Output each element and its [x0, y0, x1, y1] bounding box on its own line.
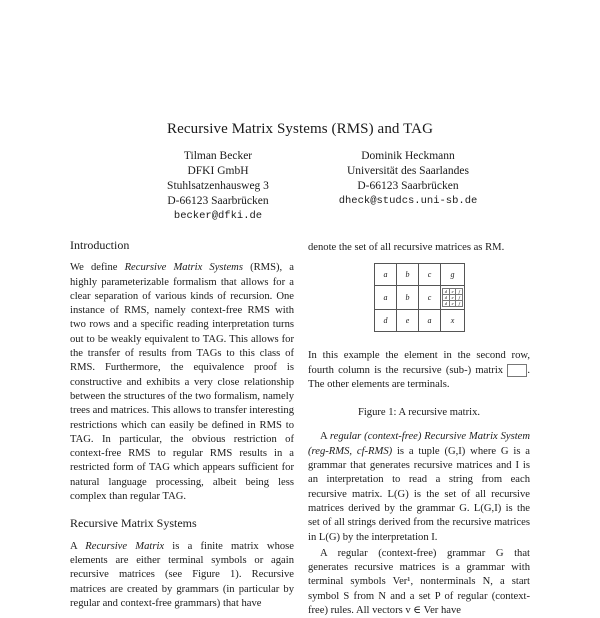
- text-run: . The other elements are terminals.: [308, 364, 530, 390]
- definition-paragraph: [308, 430, 530, 544]
- text-run: A: [70, 540, 86, 552]
- matrix-cell: a: [375, 286, 397, 310]
- sub-cell: f: [456, 289, 463, 295]
- paper-title: Recursive Matrix Systems (RMS) and TAG: [166, 121, 434, 137]
- author-street: D-66123 Saarbrücken: [357, 180, 459, 192]
- figure-1: [308, 263, 530, 349]
- recursive-matrix: [374, 263, 465, 332]
- inline-submatrix-icon: [507, 364, 527, 377]
- author-affiliation: DFKI GmbH: [187, 165, 249, 177]
- sub-cell: e: [449, 295, 456, 301]
- matrix-cell: d: [375, 310, 397, 332]
- matrix-cell: b: [397, 264, 419, 286]
- matrix-cell: e: [397, 310, 419, 332]
- sub-cell: e: [449, 289, 456, 295]
- author-name: Tilman Becker: [183, 150, 253, 162]
- sub-cell: d: [443, 295, 450, 301]
- right-column: [308, 241, 530, 618]
- sub-cell: e: [449, 301, 456, 307]
- matrix-cell: g: [441, 264, 465, 286]
- figure-caption: Figure 1: A recursive matrix.: [357, 407, 481, 419]
- example-paragraph: [308, 349, 530, 392]
- matrix-cell: c: [419, 264, 441, 286]
- matrix-cell: b: [397, 286, 419, 310]
- text-run: is a tuple (G,I) where G is a grammar that generates recursive matrices and I is an interpretation to read a string from each recursive matrix. L(G) is the set of all recursive matrices derived by the grammar G. L(G,I) is the set of all strings derived from the recursive matrices in L(G) by the interpretation I.: [308, 445, 530, 543]
- intro-paragraph: [70, 261, 294, 504]
- text-run: (RMS), a highly parameterizable formalism that allows for a clear separation of various kinds of recursion. One instance of RMS, namely context-free RMS with two rows and a specific reading interpretation turns out to be weakly equivalent to TAG. This allows for the transfer of results from TAGs to this class of RMS. Furthermore, the equivalence proof is constructive and exhibits a very close relationship between the structures of the two formalism, namely trees and matrices. This allows to transfer interesting restrictions which can easily be defined in RMS to TAG. In particular, the obvious restriction of context-free RMS to regular RMS results in a restricted form of TAG which appears sufficient for natural language processing, albeit being less complex than regular TAG.: [70, 262, 294, 503]
- text-run: We define: [70, 262, 125, 274]
- author-block-becker: [118, 149, 318, 224]
- author-affiliation: Universität des Saarlandes: [347, 165, 469, 177]
- text-run: is a finite matrix whose elements are either terminal symbols or again recursive matrices (see Figure 1). Recursive matrices are created by grammars (in particular by regular and context-free grammars) that have: [70, 540, 294, 609]
- author-street: Stuhlsatzenhausweg 3: [167, 180, 269, 192]
- section-heading-rms: Recursive Matrix Systems: [70, 516, 197, 531]
- sub-matrix: [442, 288, 463, 307]
- grammar-paragraph: A regular (context-free) grammar G that generates recursive matrices is a grammar with terminal symbols Ver¹, nonterminals N, a start symbol S from N and a set P of regular (context-free) rules. All vectors v ∈ Ver have: [308, 547, 530, 617]
- author-block-heckmann: [298, 149, 518, 209]
- author-email: becker@dfki.de: [173, 210, 263, 222]
- text-run: A: [320, 431, 330, 443]
- continuation-text: denote the set of all recursive matrices as RM.: [308, 242, 505, 253]
- author-city: D-66123 Saarbrücken: [167, 195, 269, 207]
- rms-paragraph: [70, 540, 294, 611]
- emphasis-term: Recursive Matrix: [85, 540, 165, 552]
- section-heading-introduction: Introduction: [70, 238, 130, 252]
- text-run: In this example the element in the second row, fourth column is the recursive (sub-) matrix: [308, 350, 530, 376]
- left-column: [70, 238, 294, 611]
- matrix-cell: a: [419, 310, 441, 332]
- author-name: Dominik Heckmann: [361, 150, 455, 162]
- sub-cell: d: [443, 301, 450, 307]
- emphasis-term: regular (context-free) Recursive Matrix System (reg-RMS, cf-RMS): [308, 431, 530, 457]
- sub-cell: f: [456, 301, 463, 307]
- matrix-cell-submatrix: [441, 286, 465, 310]
- author-email: dheck@studcs.uni-sb.de: [338, 195, 478, 207]
- matrix-cell: x: [441, 310, 465, 332]
- sub-cell: f: [456, 295, 463, 301]
- sub-cell: d: [443, 289, 450, 295]
- matrix-cell: c: [419, 286, 441, 310]
- matrix-cell: a: [375, 264, 397, 286]
- emphasis-term: Recursive Matrix Systems: [124, 262, 243, 274]
